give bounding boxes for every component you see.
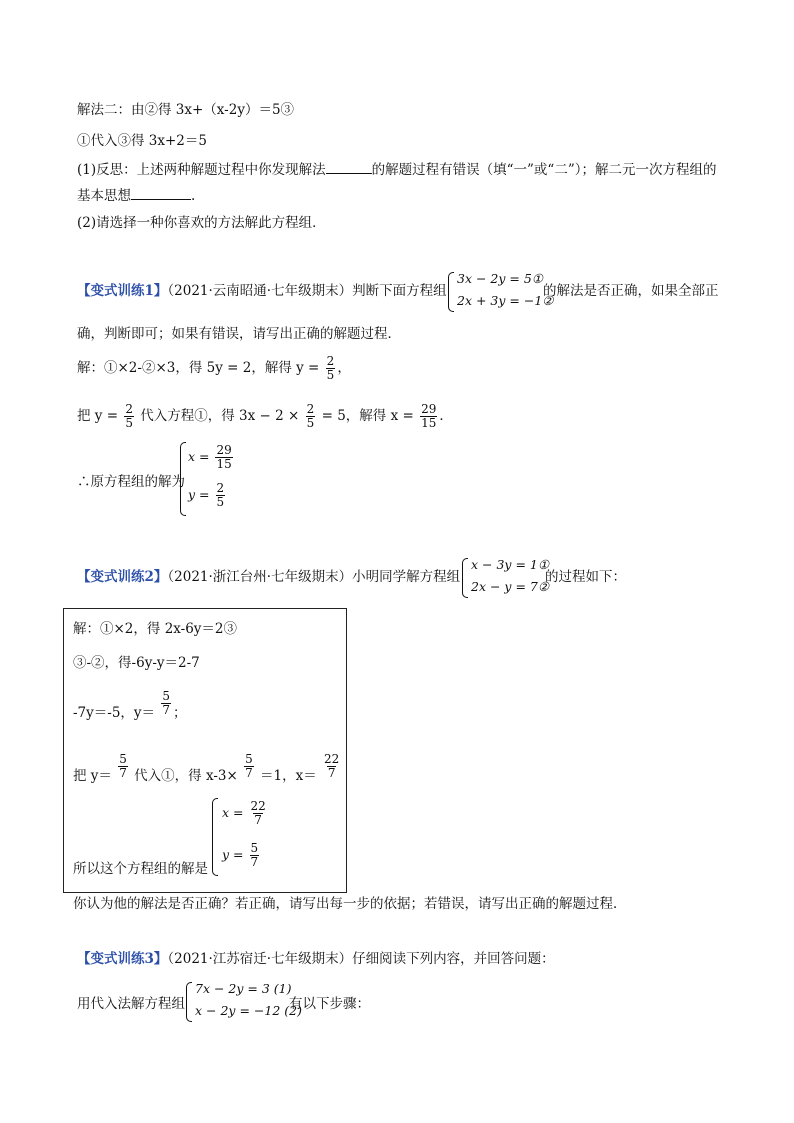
answer-blank-1 bbox=[326, 160, 372, 174]
method2-line1: 解法二：由②得 3x+（x-2y）＝5③ bbox=[77, 102, 295, 118]
ex2-step-3 bbox=[73, 689, 187, 727]
ex1-sol-b-fraction-1 bbox=[124, 403, 134, 430]
ex1-header bbox=[77, 282, 447, 300]
ex1-answer-system bbox=[180, 440, 240, 518]
frac-numerator: 5 bbox=[245, 752, 253, 766]
ex2-answer-y-fraction bbox=[250, 842, 260, 869]
ex2-s4-fraction-x bbox=[323, 753, 340, 780]
q1-part1: (1)反思：上述两种解题过程中你发现解法 bbox=[77, 162, 326, 178]
q1-part2: 的解题过程有错误（填“一”或“二”）；解二元一次方程组的 bbox=[371, 162, 717, 178]
ex1-answer-y-fraction bbox=[216, 482, 226, 509]
method2-line2: ①代入③得 3x+2＝5 bbox=[77, 133, 207, 149]
ex3-after: 有以下步骤： bbox=[289, 996, 370, 1012]
ex2-step-2: ③-②，得-6y-y＝2-7 bbox=[73, 655, 200, 671]
frac-numerator: 22 bbox=[250, 799, 266, 813]
ex1-sol-b1: 把 y = bbox=[77, 408, 119, 424]
ex1-answer-x-fraction bbox=[215, 444, 232, 471]
ex2-step-1: 解：①×2，得 2x-6y＝2③ bbox=[73, 621, 238, 637]
ex1-solution-a bbox=[77, 355, 351, 382]
frac-denominator: 7 bbox=[250, 855, 259, 869]
var-x-label: x = bbox=[188, 449, 210, 464]
frac-numerator: 5 bbox=[162, 689, 170, 703]
frac-denominator: 7 bbox=[254, 813, 262, 827]
q1-part3: 基本思想 bbox=[77, 188, 131, 204]
frac-denominator: 7 bbox=[245, 766, 253, 780]
ex2-answer-y bbox=[222, 842, 261, 869]
frac-numerator: 5 bbox=[250, 841, 259, 855]
ex2-equation-system bbox=[462, 556, 550, 600]
frac-denominator: 5 bbox=[125, 416, 133, 430]
ex2-solution-box bbox=[63, 608, 347, 893]
ex3-brace bbox=[186, 982, 192, 1022]
frac-denominator: 15 bbox=[216, 457, 232, 471]
ex2-s3-end: ； bbox=[173, 705, 187, 721]
ex2-after: 的过程如下： bbox=[545, 569, 626, 585]
ex2-s3-text: -7y＝-5，y＝ bbox=[73, 705, 156, 721]
var-x-label: x = bbox=[222, 805, 244, 820]
ex2-header bbox=[77, 568, 460, 586]
frac-numerator: 2 bbox=[326, 354, 335, 368]
ex1-equation-system bbox=[448, 270, 554, 314]
ex1-line2: 确，判断即可；如果有错误，请写出正确的解题过程． bbox=[77, 326, 401, 342]
ex3-eq2: x − 2y = −12 (2) bbox=[195, 1003, 302, 1018]
ex1-conclusion: ∴原方程组的解为 bbox=[77, 474, 185, 490]
frac-denominator: 5 bbox=[216, 495, 225, 509]
question-1-cont bbox=[77, 186, 195, 205]
frac-denominator: 5 bbox=[326, 368, 335, 382]
ex2-s4-fraction-2 bbox=[244, 753, 254, 780]
ex1-sol-a-end: ， bbox=[337, 360, 351, 376]
ex2-s4-fraction-1 bbox=[118, 753, 128, 780]
ex2-s4a: 把 y＝ bbox=[73, 768, 112, 784]
ex3-equation-system bbox=[186, 980, 302, 1024]
ex3-eq1: 7x − 2y = 3 (1) bbox=[195, 981, 292, 996]
ex1-sol-a-text: 解：①×2-②×3，得 5y = 2，解得 y = bbox=[77, 360, 320, 376]
ex3-header bbox=[77, 950, 555, 968]
ex2-s3-fraction bbox=[161, 690, 171, 717]
frac-denominator: 5 bbox=[306, 416, 315, 430]
ex2-answer-brace bbox=[212, 798, 218, 876]
ex2-step-5: 所以这个方程组的解是 bbox=[73, 861, 208, 877]
ex1-answer-x bbox=[188, 444, 235, 471]
question-2: (2)请选择一种你喜欢的方法解此方程组． bbox=[77, 215, 326, 231]
var-y-label: y = bbox=[222, 847, 244, 862]
frac-numerator: 2 bbox=[306, 402, 315, 416]
ex1-eq1: 3x − 2y = 5① bbox=[457, 271, 544, 286]
ex3-tag: 【变式训练3】 bbox=[77, 951, 168, 967]
ex1-sol-b2: 代入方程①，得 3x − 2 × bbox=[140, 408, 300, 424]
ex2-brace bbox=[462, 558, 468, 598]
ex1-sol-a-fraction bbox=[326, 355, 336, 382]
ex2-source: （2021·浙江台州·七年级期末）小明同学解方程组 bbox=[167, 569, 461, 585]
ex1-tag: 【变式训练1】 bbox=[77, 283, 168, 299]
ex3-source: （2021·江苏宿迁·七年级期末）仔细阅读下列内容，并回答问题： bbox=[167, 951, 555, 967]
ex1-eq2: 2x + 3y = −1② bbox=[457, 293, 554, 308]
q1-part4: . bbox=[191, 188, 196, 204]
frac-numerator: 29 bbox=[216, 443, 232, 457]
answer-blank-2 bbox=[131, 186, 191, 200]
ex1-after: 的解法是否正确，如果全部正 bbox=[543, 283, 719, 299]
ex2-step-4 bbox=[73, 752, 342, 790]
ex1-source: （2021·云南昭通·七年级期末）判断下面方程组 bbox=[167, 283, 447, 299]
frac-numerator: 2 bbox=[216, 481, 225, 495]
frac-numerator: 22 bbox=[324, 752, 340, 766]
ex1-sol-b-end: ． bbox=[439, 408, 453, 424]
ex2-s4b: 代入①，得 x-3× bbox=[134, 768, 238, 784]
ex1-sol-b3: = 5，解得 x = bbox=[321, 408, 414, 424]
frac-denominator: 15 bbox=[421, 416, 437, 430]
frac-denominator: 7 bbox=[162, 703, 170, 717]
frac-numerator: 5 bbox=[119, 752, 127, 766]
ex1-sol-b-fraction-x bbox=[420, 403, 437, 430]
frac-denominator: 7 bbox=[119, 766, 127, 780]
var-y-label: y = bbox=[188, 487, 210, 502]
ex2-answer-x-fraction bbox=[249, 800, 266, 827]
ex2-s4c: ＝1，x＝ bbox=[260, 768, 317, 784]
frac-numerator: 29 bbox=[421, 402, 437, 416]
ex1-solution-b bbox=[77, 403, 453, 430]
question-1 bbox=[77, 160, 716, 179]
ex3-lead: 用代入法解方程组 bbox=[77, 996, 185, 1012]
ex2-answer-x bbox=[222, 800, 269, 827]
ex1-answer-y bbox=[188, 482, 227, 509]
ex1-answer-brace bbox=[180, 442, 186, 516]
ex2-question: 你认为他的解法是否正确？若正确，请写出每一步的依据；若错误，请写出正确的解题过程． bbox=[73, 896, 627, 912]
ex1-sol-b-fraction-2 bbox=[306, 403, 316, 430]
ex2-eq2: 2x − y = 7② bbox=[471, 579, 550, 594]
frac-numerator: 2 bbox=[125, 402, 133, 416]
ex2-tag: 【变式训练2】 bbox=[77, 569, 168, 585]
frac-denominator: 7 bbox=[327, 766, 336, 780]
ex2-answer-system bbox=[212, 796, 272, 878]
ex2-eq1: x − 3y = 1① bbox=[471, 557, 550, 572]
ex1-brace bbox=[448, 272, 454, 312]
